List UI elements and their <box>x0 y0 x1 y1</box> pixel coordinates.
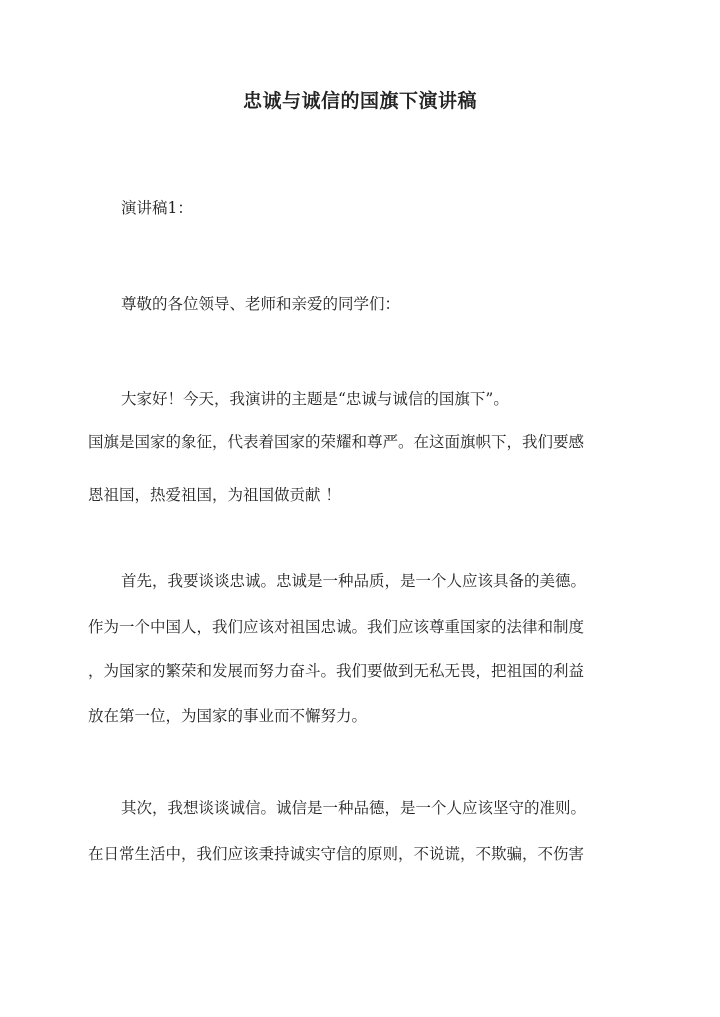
salutation-line: 尊敬的各位领导、老师和亲爱的同学们： <box>121 295 401 313</box>
paragraph-line: 国旗是国家的象征，代表着国家的荣耀和尊严。在这面旗帜下，我们要感 <box>88 433 585 451</box>
paragraph-heading: 演讲稿1： <box>121 199 193 217</box>
paragraph-line: 放在第一位，为国家的事业而不懈努力。 <box>88 707 368 725</box>
paragraph-line: 大家好！今天，我演讲的主题是“忠诚与诚信的国旗下”。 <box>121 390 509 408</box>
paragraph-line: 其次，我想谈谈诚信。诚信是一种品德，是一个人应该坚守的准则。 <box>121 799 587 817</box>
paragraph-line: 作为一个中国人，我们应该对祖国忠诚。我们应该尊重国家的法律和制度 <box>88 618 585 636</box>
paragraph-line: 在日常生活中，我们应该秉持诚实守信的原则，不说谎，不欺骗，不伤害 <box>88 845 585 863</box>
paragraph-line: ，为国家的繁荣和发展而努力奋斗。我们要做到无私无畏，把祖国的利益 <box>88 662 585 680</box>
document-title: 忠诚与诚信的国旗下演讲稿 <box>242 90 477 112</box>
paragraph-line: 恩祖国，热爱祖国，为祖国做贡献 ！ <box>88 486 341 504</box>
paragraph-line: 首先，我要谈谈忠诚。忠诚是一种品质，是一个人应该具备的美德。 <box>121 572 587 590</box>
